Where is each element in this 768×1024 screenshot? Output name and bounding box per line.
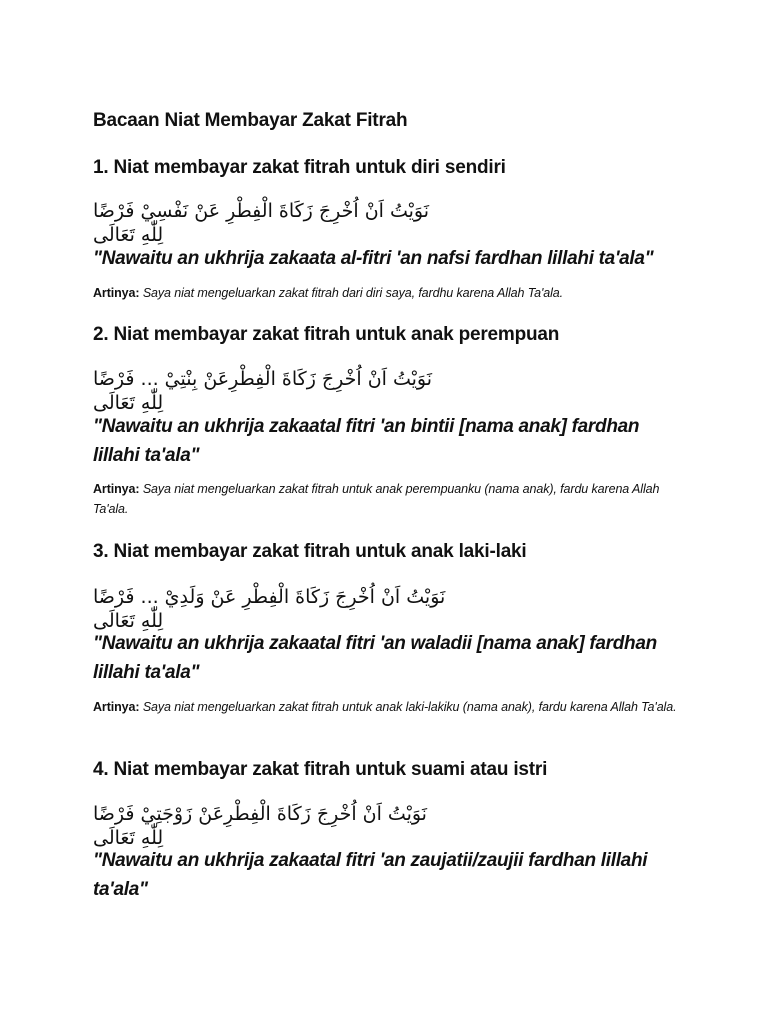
latin-niat-anak-laki-laki: "Nawaitu an ukhrija zakaatal fitri 'an waladii [nama anak] fardhan lillahi ta'ala" xyxy=(93,633,657,683)
arabic-niat-anak-perempuan: نَوَيْتُ اَنْ اُخْرِجَ زَكَاةَ الْفِطْرِعَنْ بِنْتِيْ ... فَرْضًا لِلّٰهِ تَعَالَى xyxy=(93,368,433,414)
meaning-label: Artinya: xyxy=(93,286,140,300)
latin-niat-diri-sendiri: "Nawaitu an ukhrija zakaata al-fitri 'an nafsi fardhan lillahi ta'ala" xyxy=(93,248,654,269)
meaning-diri-sendiri xyxy=(93,283,678,303)
meaning-text: Saya niat mengeluarkan zakat fitrah dari diri saya, fardhu karena Allah Ta'ala. xyxy=(142,286,564,300)
meaning-anak-perempuan xyxy=(93,479,678,519)
section-heading-anak-perempuan: 2. Niat membayar zakat fitrah untuk anak perempuan xyxy=(93,324,560,345)
section-heading-suami-istri: 4. Niat membayar zakat fitrah untuk suami atau istri xyxy=(93,759,548,780)
meaning-text: Saya niat mengeluarkan zakat fitrah untuk anak perempuanku (nama anak), fardu karena Allah Ta'ala. xyxy=(93,482,660,516)
latin-niat-suami-istri: "Nawaitu an ukhrija zakaatal fitri 'an zaujatii/zaujii fardhan lillahi ta'ala" xyxy=(93,850,648,900)
meaning-label: Artinya: xyxy=(93,700,140,714)
meaning-anak-laki-laki xyxy=(93,697,678,717)
meaning-label: Artinya: xyxy=(93,482,140,496)
latin-niat-anak-perempuan: "Nawaitu an ukhrija zakaatal fitri 'an bintii [nama anak] fardhan lillahi ta'ala" xyxy=(93,416,640,466)
section-heading-anak-laki-laki: 3. Niat membayar zakat fitrah untuk anak laki-laki xyxy=(93,541,527,562)
document-title: Bacaan Niat Membayar Zakat Fitrah xyxy=(93,110,408,131)
section-heading-diri-sendiri: 1. Niat membayar zakat fitrah untuk diri sendiri xyxy=(93,157,506,178)
arabic-niat-diri-sendiri: نَوَيْتُ اَنْ اُخْرِجَ زَكَاةَ الْفِطْرِ عَنْ نَفْسِيْ فَرْضًا لِلّٰهِ تَعَالَى xyxy=(93,200,430,246)
arabic-niat-suami-istri: نَوَيْتُ اَنْ اُخْرِجَ زَكَاةَ الْفِطْرِعَنْ زَوْجَتِيْ فَرْضًا لِلّٰهِ تَعَالَى xyxy=(93,803,427,849)
arabic-niat-anak-laki-laki: نَوَيْتُ اَنْ اُخْرِجَ زَكَاةَ الْفِطْرِ عَنْ وَلَدِيْ ... فَرْضًا لِلّٰهِ تَعَالَى xyxy=(93,586,446,632)
meaning-text: Saya niat mengeluarkan zakat fitrah untuk anak laki-lakiku (nama anak), fardu karena Allah Ta'ala. xyxy=(142,700,677,714)
